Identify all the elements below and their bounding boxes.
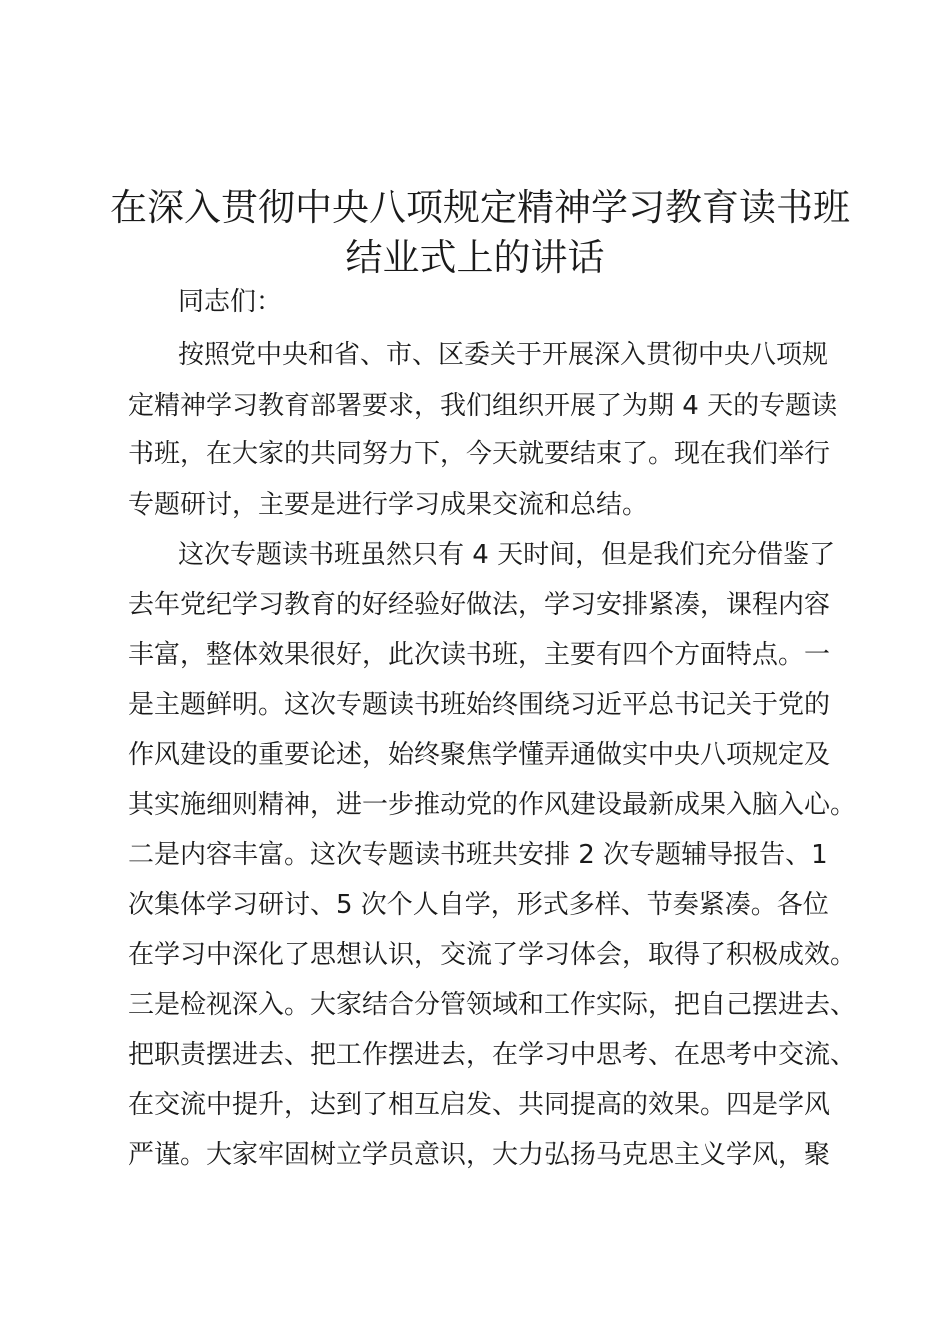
salutation: 同志们： — [178, 287, 283, 317]
body-line: 去年党纪学习教育的好经验好做法，学习安排紧凑，课程内容 — [128, 590, 831, 620]
body-line: 丰富，整体效果很好，此次读书班，主要有四个方面特点。一 — [128, 640, 831, 670]
body-line: 这次专题读书班虽然只有 4 天时间，但是我们充分借鉴了 — [178, 540, 836, 570]
body-line: 书班，在大家的共同努力下，今天就要结束了。现在我们举行 — [128, 439, 831, 469]
body-line: 按照党中央和省、市、区委关于开展深入贯彻中央八项规 — [178, 340, 829, 370]
body-line: 其实施细则精神，进一步推动党的作风建设最新成果入脑入心。 — [128, 790, 857, 820]
body-line: 次集体学习研讨、5 次个人自学，形式多样、节奏紧凑。各位 — [128, 890, 829, 920]
body-line: 严谨。大家牢固树立学员意识，大力弘扬马克思主义学风，聚 — [128, 1140, 831, 1170]
document-title-line-2: 结业式上的讲话 — [345, 236, 605, 279]
body-line: 作风建设的重要论述，始终聚焦学懂弄通做实中央八项规定及 — [128, 740, 831, 770]
document-title-line-1: 在深入贯彻中央八项规定精神学习教育读书班 — [110, 186, 850, 229]
body-line: 二是内容丰富。这次专题读书班共安排 2 次专题辅导报告、1 — [128, 840, 828, 870]
body-line: 三是检视深入。大家结合分管领域和工作实际，把自己摆进去、 — [128, 990, 857, 1020]
body-line: 专题研讨，主要是进行学习成果交流和总结。 — [128, 490, 649, 520]
body-line: 在学习中深化了思想认识，交流了学习体会，取得了积极成效。 — [128, 940, 857, 970]
body-line: 在交流中提升，达到了相互启发、共同提高的效果。四是学风 — [128, 1090, 831, 1120]
body-line: 是主题鲜明。这次专题读书班始终围绕习近平总书记关于党的 — [128, 690, 831, 720]
body-line: 把职责摆进去、把工作摆进去，在学习中思考、在思考中交流、 — [128, 1040, 857, 1070]
body-line: 定精神学习教育部署要求，我们组织开展了为期 4 天的专题读 — [128, 391, 838, 421]
